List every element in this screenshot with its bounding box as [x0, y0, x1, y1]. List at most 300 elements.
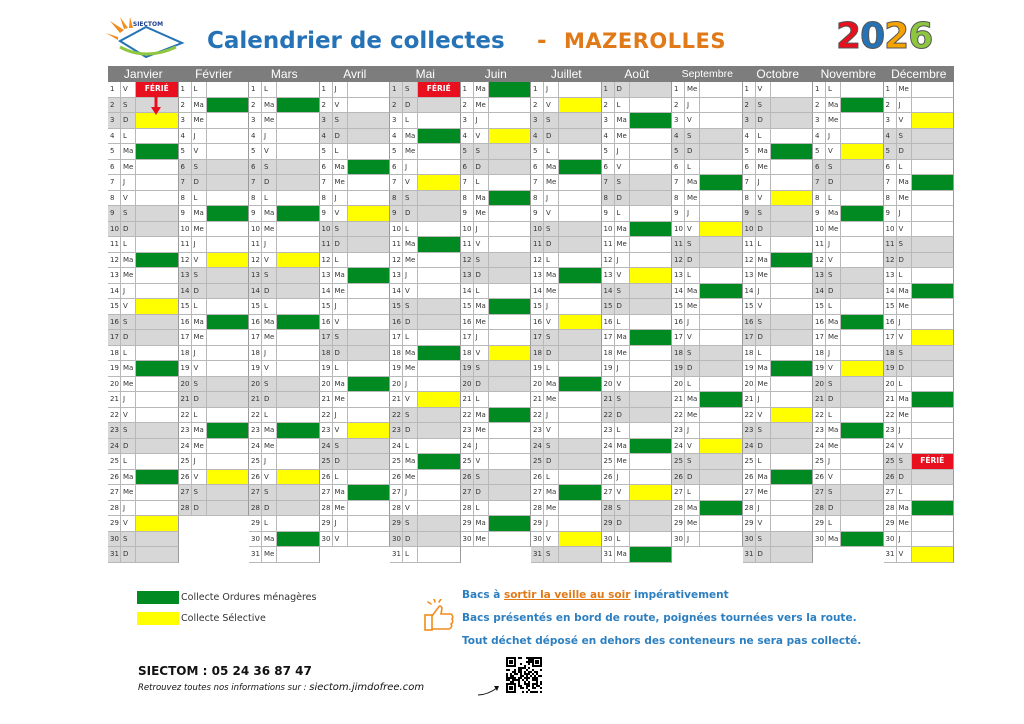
day-row	[672, 299, 743, 315]
day-row	[320, 98, 391, 114]
collection-cell	[912, 237, 954, 252]
collection-cell	[841, 237, 883, 252]
day-row	[602, 268, 673, 284]
day-number: 13	[249, 268, 262, 283]
day-row	[813, 532, 884, 548]
collection-cell	[559, 284, 601, 299]
day-number: 11	[320, 237, 333, 252]
day-number: 4	[179, 129, 192, 144]
day-number: 5	[602, 144, 615, 159]
day-weekday: D	[826, 392, 841, 407]
collection-cell	[418, 253, 460, 268]
day-number: 15	[320, 299, 333, 314]
day-row	[320, 237, 391, 253]
collection-cell	[136, 206, 178, 221]
qr-module	[520, 685, 522, 687]
day-number: 17	[602, 330, 615, 345]
day-row	[672, 330, 743, 346]
day-number: 2	[461, 98, 474, 113]
day-weekday: D	[121, 547, 136, 562]
day-row	[743, 268, 814, 284]
collection-cell	[630, 222, 672, 237]
day-row	[531, 501, 602, 517]
day-row	[813, 222, 884, 238]
day-row	[672, 82, 743, 98]
day-weekday: J	[333, 299, 348, 314]
collection-cell	[277, 175, 319, 190]
day-weekday: D	[756, 547, 771, 562]
day-weekday: L	[474, 175, 489, 190]
collection-cell	[771, 129, 813, 144]
day-row	[531, 439, 602, 455]
day-weekday: J	[262, 346, 277, 361]
day-weekday: Ma	[474, 299, 489, 314]
day-number: 20	[179, 377, 192, 392]
day-number: 27	[602, 485, 615, 500]
day-weekday: L	[685, 485, 700, 500]
day-weekday: S	[544, 330, 559, 345]
day-weekday: Me	[685, 516, 700, 531]
day-weekday: J	[756, 284, 771, 299]
qr-module	[528, 673, 530, 675]
day-number: 1	[813, 82, 826, 97]
collection-cell	[489, 160, 531, 175]
day-weekday: D	[544, 129, 559, 144]
day-number: 4	[108, 129, 121, 144]
day-row	[531, 222, 602, 238]
day-row	[813, 439, 884, 455]
day-row	[249, 113, 320, 129]
day-weekday: V	[897, 113, 912, 128]
day-number: 14	[461, 284, 474, 299]
day-number: 12	[602, 253, 615, 268]
collection-cell	[771, 206, 813, 221]
day-row	[249, 268, 320, 284]
day-number: 19	[249, 361, 262, 376]
day-weekday: Ma	[897, 501, 912, 516]
collection-cell	[418, 501, 460, 516]
day-number: 15	[602, 299, 615, 314]
collection-cell	[348, 392, 390, 407]
day-weekday: S	[192, 160, 207, 175]
day-row	[884, 532, 955, 548]
collection-cell	[277, 501, 319, 516]
day-weekday: J	[544, 191, 559, 206]
collection-cell	[559, 237, 601, 252]
month-header: Janvier	[108, 66, 179, 82]
day-row	[813, 299, 884, 315]
calendar-grid	[108, 66, 954, 568]
day-weekday: L	[826, 408, 841, 423]
day-row	[320, 82, 391, 98]
qr-module	[518, 677, 520, 679]
collection-cell	[418, 361, 460, 376]
collection-cell	[559, 346, 601, 361]
day-row	[602, 485, 673, 501]
day-row	[390, 160, 461, 176]
month-header: Mars	[249, 66, 320, 82]
day-weekday: L	[544, 144, 559, 159]
collection-cell	[136, 516, 178, 531]
day-row	[602, 330, 673, 346]
day-number: 14	[249, 284, 262, 299]
month-header: Mai	[390, 66, 461, 82]
qr-module	[536, 677, 538, 679]
collection-cell	[912, 315, 954, 330]
day-weekday: L	[897, 160, 912, 175]
month-column	[108, 66, 179, 568]
day-number: 3	[531, 113, 544, 128]
day-weekday: Me	[121, 268, 136, 283]
day-row	[390, 377, 461, 393]
day-row	[743, 82, 814, 98]
day-row	[249, 547, 320, 563]
collection-cell	[700, 268, 742, 283]
day-weekday: J	[685, 532, 700, 547]
day-number: 3	[672, 113, 685, 128]
day-number: 3	[884, 113, 897, 128]
qr-module	[526, 669, 528, 671]
day-row	[461, 408, 532, 424]
day-weekday: J	[192, 237, 207, 252]
collection-cell	[912, 191, 954, 206]
day-row	[390, 315, 461, 331]
day-row	[390, 237, 461, 253]
day-row	[179, 206, 250, 222]
day-weekday: S	[544, 113, 559, 128]
day-row	[179, 439, 250, 455]
day-number: 30	[320, 532, 333, 547]
day-number: 7	[179, 175, 192, 190]
day-weekday: Me	[897, 82, 912, 97]
collection-cell	[912, 206, 954, 221]
day-weekday: Me	[544, 284, 559, 299]
day-weekday: L	[615, 532, 630, 547]
day-weekday: S	[474, 361, 489, 376]
collection-cell	[912, 516, 954, 531]
qr-module	[520, 677, 522, 679]
day-weekday: J	[897, 532, 912, 547]
day-weekday: L	[615, 98, 630, 113]
qr-module	[526, 673, 528, 675]
collection-cell	[700, 82, 742, 97]
day-row	[108, 532, 179, 548]
qr-module	[536, 679, 538, 681]
collection-cell	[418, 532, 460, 547]
day-weekday: Ma	[544, 485, 559, 500]
collection-cell	[207, 98, 249, 113]
qr-module	[538, 685, 540, 687]
day-weekday: Ma	[403, 129, 418, 144]
collection-cell	[136, 191, 178, 206]
day-weekday: Me	[474, 423, 489, 438]
day-weekday: J	[897, 98, 912, 113]
day-number: 28	[884, 501, 897, 516]
day-weekday: S	[615, 501, 630, 516]
collection-cell	[912, 547, 954, 562]
collection-cell	[771, 377, 813, 392]
day-row	[672, 129, 743, 145]
day-number: 20	[390, 377, 403, 392]
collection-cell	[418, 377, 460, 392]
collection-cell	[771, 268, 813, 283]
qr-module	[538, 675, 540, 677]
month-column	[179, 66, 250, 568]
day-row	[108, 330, 179, 346]
day-number: 16	[390, 315, 403, 330]
day-row	[743, 361, 814, 377]
month-column	[884, 66, 955, 568]
day-weekday: Me	[615, 346, 630, 361]
collection-cell	[771, 423, 813, 438]
collection-cell	[136, 284, 178, 299]
day-number: 1	[602, 82, 615, 97]
collection-cell	[771, 284, 813, 299]
day-row	[461, 299, 532, 315]
collection-cell	[136, 315, 178, 330]
day-number: 9	[179, 206, 192, 221]
day-weekday: D	[544, 454, 559, 469]
qr-code[interactable]	[506, 657, 542, 693]
day-weekday: Ma	[474, 191, 489, 206]
qr-module	[506, 673, 508, 675]
day-weekday: L	[544, 470, 559, 485]
day-number: 6	[813, 160, 826, 175]
day-row	[884, 470, 955, 486]
collection-cell	[207, 284, 249, 299]
qr-module	[536, 683, 538, 685]
qr-module	[506, 679, 508, 681]
day-number: 8	[672, 191, 685, 206]
day-number: 31	[390, 547, 403, 562]
qr-module	[522, 687, 524, 689]
day-number: 20	[461, 377, 474, 392]
day-row	[602, 439, 673, 455]
day-number: 31	[884, 547, 897, 562]
day-row	[813, 253, 884, 269]
day-number: 25	[602, 454, 615, 469]
note-line-3: Tout déchet déposé en dehors des conteneurs ne sera pas collecté.	[462, 635, 862, 647]
collection-cell	[630, 454, 672, 469]
collection-cell	[700, 470, 742, 485]
day-weekday: V	[826, 361, 841, 376]
day-row	[390, 144, 461, 160]
day-weekday: S	[192, 377, 207, 392]
day-weekday: D	[897, 361, 912, 376]
day-number: 20	[884, 377, 897, 392]
day-weekday: Me	[615, 129, 630, 144]
qr-module	[514, 679, 516, 681]
day-weekday: Ma	[403, 346, 418, 361]
collection-cell	[700, 237, 742, 252]
collection-cell	[489, 423, 531, 438]
collection-cell	[841, 330, 883, 345]
month-header: Novembre	[813, 66, 884, 82]
day-row	[531, 470, 602, 486]
collection-cell	[277, 222, 319, 237]
collection-cell	[489, 175, 531, 190]
collection-cell	[136, 392, 178, 407]
day-number: 26	[531, 470, 544, 485]
collection-cell	[700, 485, 742, 500]
day-weekday: L	[403, 547, 418, 562]
collection-cell	[418, 144, 460, 159]
day-weekday: L	[615, 423, 630, 438]
day-row	[390, 423, 461, 439]
day-number: 25	[461, 454, 474, 469]
day-weekday: D	[685, 470, 700, 485]
day-weekday: J	[685, 423, 700, 438]
day-row	[108, 516, 179, 532]
day-number: 6	[461, 160, 474, 175]
day-number: 20	[672, 377, 685, 392]
day-row	[461, 98, 532, 114]
year-digit: 2	[884, 16, 909, 57]
day-number: 31	[249, 547, 262, 562]
day-number: 18	[249, 346, 262, 361]
day-number: 2	[108, 98, 121, 113]
day-row	[390, 113, 461, 129]
collection-cell	[489, 191, 531, 206]
day-row	[602, 222, 673, 238]
website-link[interactable]: siectom.jimdofree.com	[309, 682, 425, 693]
day-weekday: J	[685, 315, 700, 330]
day-row	[884, 144, 955, 160]
day-weekday: V	[403, 175, 418, 190]
day-weekday: V	[544, 206, 559, 221]
collection-cell	[418, 470, 460, 485]
day-row	[390, 516, 461, 532]
day-number: 7	[320, 175, 333, 190]
qr-module	[524, 677, 526, 679]
day-weekday: Ma	[333, 485, 348, 500]
day-number: 19	[390, 361, 403, 376]
qr-module	[516, 673, 518, 675]
day-number: 5	[390, 144, 403, 159]
day-weekday: L	[121, 129, 136, 144]
day-row	[743, 501, 814, 517]
collection-cell	[912, 470, 954, 485]
qr-module	[522, 667, 524, 669]
collection-cell	[489, 392, 531, 407]
day-row	[249, 253, 320, 269]
qr-module	[540, 687, 542, 689]
day-row	[108, 144, 179, 160]
page-title: Calendrier de collectes	[207, 28, 505, 54]
day-row	[179, 454, 250, 470]
collection-cell	[912, 113, 954, 128]
day-number: 5	[461, 144, 474, 159]
day-row	[813, 191, 884, 207]
day-number: 18	[813, 346, 826, 361]
day-row	[320, 392, 391, 408]
day-weekday: D	[615, 82, 630, 97]
collection-cell	[912, 501, 954, 516]
day-row	[179, 377, 250, 393]
collection-cell	[207, 423, 249, 438]
collection-cell	[418, 315, 460, 330]
day-number: 17	[461, 330, 474, 345]
day-weekday: L	[192, 299, 207, 314]
day-row	[179, 98, 250, 114]
collection-cell	[771, 82, 813, 97]
day-weekday: J	[403, 485, 418, 500]
day-weekday: Me	[615, 454, 630, 469]
day-weekday: D	[897, 253, 912, 268]
day-row	[602, 315, 673, 331]
collection-cell	[630, 98, 672, 113]
day-weekday: J	[192, 129, 207, 144]
day-row	[531, 547, 602, 563]
qr-module	[518, 683, 520, 685]
day-row	[461, 454, 532, 470]
day-row	[672, 532, 743, 548]
day-number: 1	[320, 82, 333, 97]
day-number: 23	[108, 423, 121, 438]
collection-cell	[630, 237, 672, 252]
day-row	[108, 129, 179, 145]
day-weekday: V	[756, 191, 771, 206]
collection-cell	[277, 253, 319, 268]
month-column	[813, 66, 884, 568]
collection-cell	[136, 253, 178, 268]
day-row	[461, 129, 532, 145]
day-weekday: Me	[403, 361, 418, 376]
day-weekday: Ma	[544, 160, 559, 175]
day-weekday: Ma	[333, 377, 348, 392]
day-number: 4	[320, 129, 333, 144]
collection-cell	[207, 408, 249, 423]
day-row	[249, 191, 320, 207]
day-number: 10	[249, 222, 262, 237]
collection-cell	[559, 129, 601, 144]
day-weekday: Me	[262, 222, 277, 237]
day-number: 9	[602, 206, 615, 221]
day-row	[884, 485, 955, 501]
day-number: 8	[813, 191, 826, 206]
day-row	[743, 98, 814, 114]
day-row	[602, 191, 673, 207]
collection-cell	[771, 454, 813, 469]
collection-cell	[841, 175, 883, 190]
day-row	[672, 315, 743, 331]
day-number: 3	[602, 113, 615, 128]
year-label	[836, 16, 932, 57]
commune-name: MAZEROLLES	[564, 29, 726, 53]
day-row	[884, 222, 955, 238]
day-row	[390, 361, 461, 377]
day-number: 4	[602, 129, 615, 144]
day-row	[320, 268, 391, 284]
day-weekday: D	[474, 485, 489, 500]
day-weekday: L	[262, 82, 277, 97]
collection-cell	[277, 392, 319, 407]
day-number: 16	[249, 315, 262, 330]
qr-module	[518, 657, 520, 659]
collection-cell	[418, 160, 460, 175]
day-weekday: L	[192, 191, 207, 206]
day-row	[249, 144, 320, 160]
qr-module	[534, 675, 536, 677]
day-number: 21	[179, 392, 192, 407]
qr-module	[528, 671, 530, 673]
day-row	[813, 268, 884, 284]
collection-cell	[841, 191, 883, 206]
day-number: 11	[743, 237, 756, 252]
collection-cell	[559, 485, 601, 500]
day-number: 5	[249, 144, 262, 159]
day-weekday: Ma	[826, 315, 841, 330]
